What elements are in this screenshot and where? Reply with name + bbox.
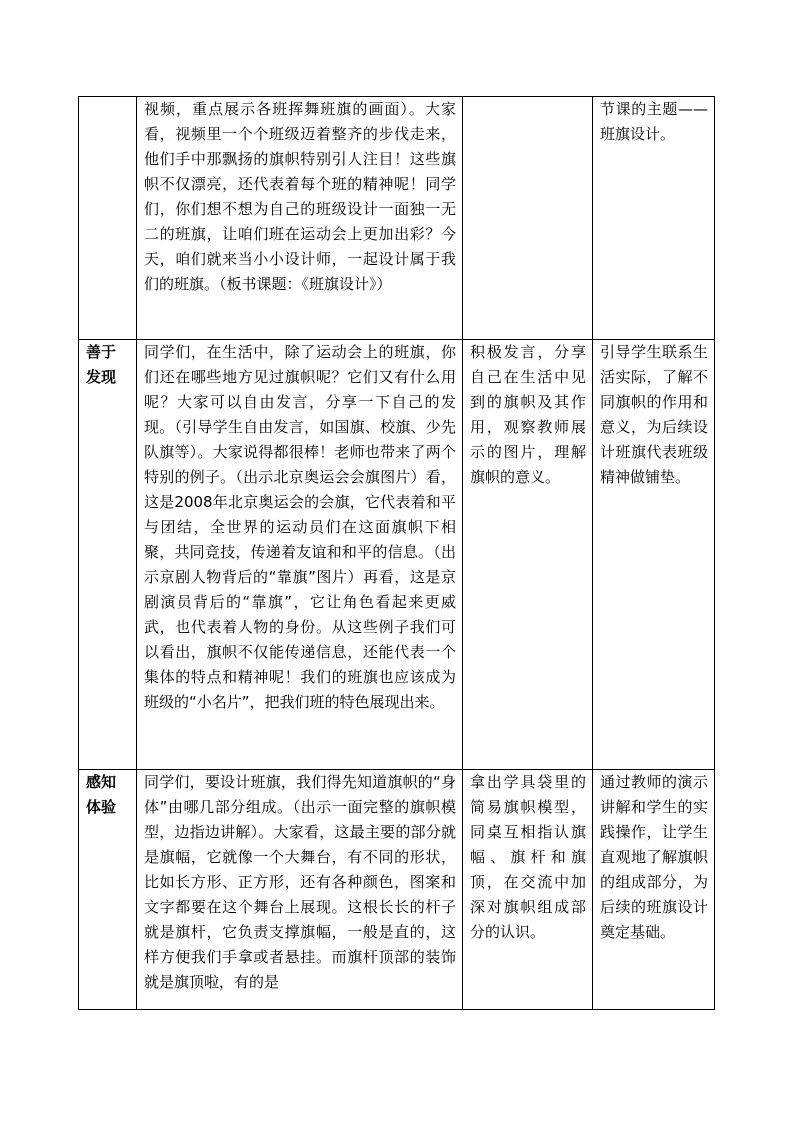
stage-cell: 善于发现 xyxy=(79,340,137,770)
table-row xyxy=(79,340,715,770)
table-row xyxy=(79,97,715,340)
student-activity-cell: 拿出学具袋里的简易旗帜模型，同桌互相指认旗幅、旗杆和旗顶，在交流中加深对旗帜组成部分的认识。 xyxy=(463,770,593,1010)
student-activity-cell: 积极发言，分享自己在生活中见到的旗帜及其作用，观察教师展示的图片，理解旗帜的意义。 xyxy=(463,340,593,770)
teacher-activity-cell: 视频，重点展示各班挥舞班旗的画面）。大家看，视频里一个个班级迈着整齐的步伐走来，他们手中那飘扬的旗帜特别引人注目！这些旗帜不仅漂亮，还代表着每个班的精神呢！同学们，你们想不想为自己的班级设计一面独一无二的班旗，让咱们班在运动会上更加出彩？今天，咱们就来当小小设计师，一起设计属于我们的班旗。（板书课题：《班旗设计》） xyxy=(137,97,463,340)
table-row xyxy=(79,770,715,1010)
design-intent-cell: 节课的主题——班旗设计。 xyxy=(593,97,715,340)
stage-cell xyxy=(79,97,137,340)
design-intent-cell: 引导学生联系生活实际，了解不同旗帜的作用和意义，为后续设计班旗代表班级精神做铺垫。 xyxy=(593,340,715,770)
teacher-activity-cell: 同学们，在生活中，除了运动会上的班旗，你们还在哪些地方见过旗帜呢？它们又有什么用呢？大家可以自由发言，分享一下自己的发现。（引导学生自由发言，如国旗、校旗、少先队旗等）。大家说得都很棒！老师也带来了两个特别的例子。（出示北京奥运会会旗图片）看，这是2008年北京奥运会的会旗，它代表着和平与团结，全世界的运动员们在这面旗帜下相聚，共同竞技，传递着友谊和和平的信息。（出示京剧人物背后的“靠旗”图片）再看，这是京剧演员背后的“靠旗”，它让角色看起来更威武，也代表着人物的身份。从这些例子我们可以看出，旗帜不仅能传递信息，还能代表一个集体的特点和精神呢！我们的班旗也应该成为班级的“小名片”，把我们班的特色展现出来。 xyxy=(137,340,463,770)
stage-cell: 感知体验 xyxy=(79,770,137,1010)
design-intent-cell: 通过教师的演示讲解和学生的实践操作，让学生直观地了解旗帜的组成部分，为后续的班旗设计奠定基础。 xyxy=(593,770,715,1010)
lesson-plan-table xyxy=(78,96,715,1010)
student-activity-cell xyxy=(463,97,593,340)
teacher-activity-cell: 同学们，要设计班旗，我们得先知道旗帜的“身体”由哪几部分组成。（出示一面完整的旗帜模型，边指边讲解）。大家看，这最主要的部分就是旗幅，它就像一个大舞台，有不同的形状，比如长方形、正方形，还有各种颜色，图案和文字都要在这个舞台上展现。这根长长的杆子就是旗杆，它负责支撑旗幅，一般是直的，这样方便我们手拿或者悬挂。而旗杆顶部的装饰就是旗顶啦，有的是 xyxy=(137,770,463,1010)
